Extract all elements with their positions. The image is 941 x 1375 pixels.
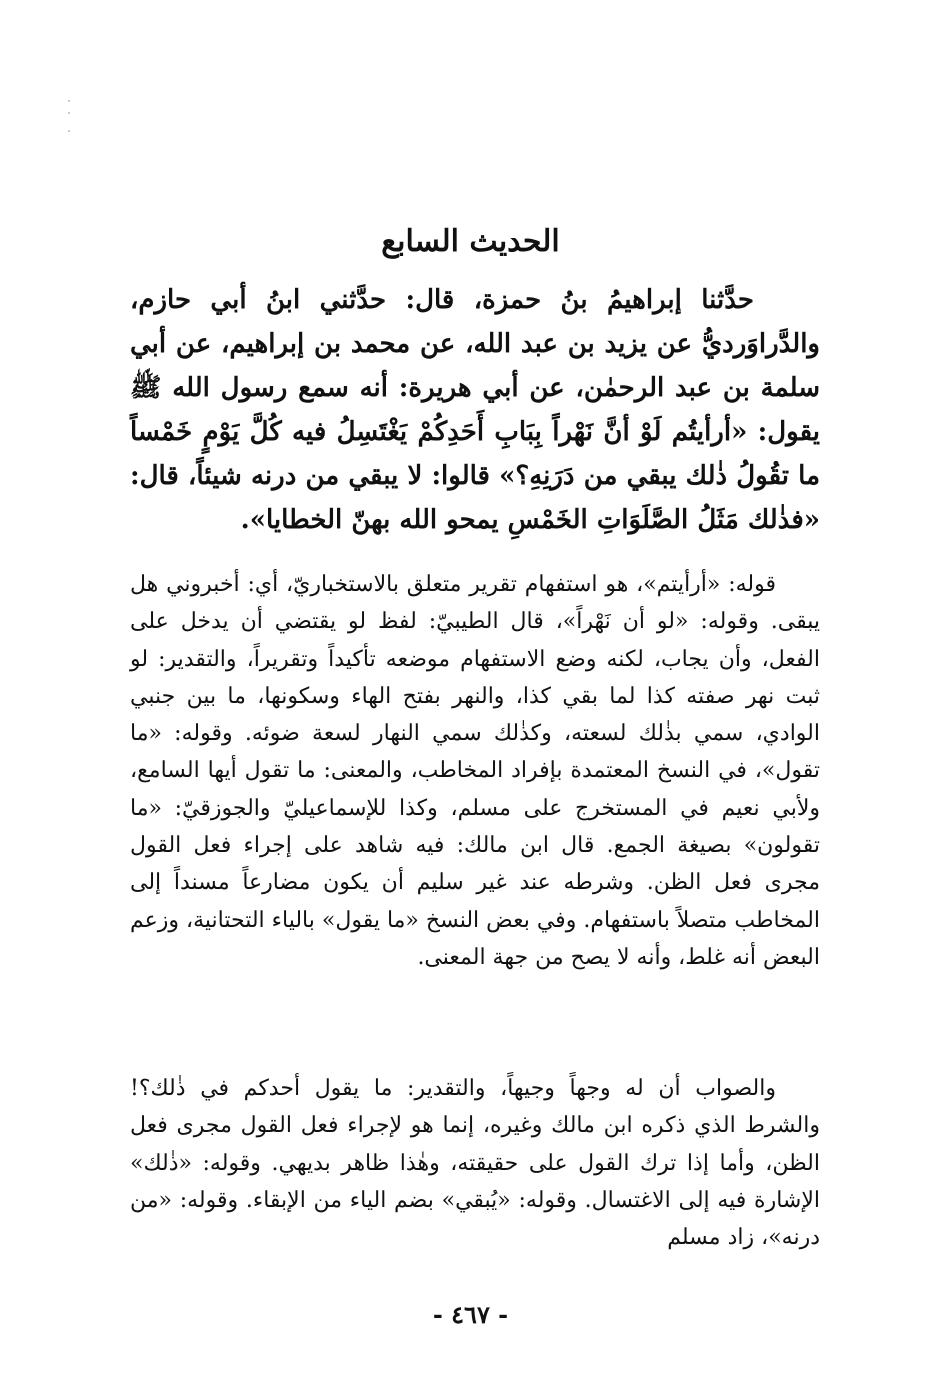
commentary-paragraph-1: قوله: «أرأيتم»، هو استفهام تقرير متعلق بالاستخباريّ، أي: أخبروني هل يبقى. وقوله: «لو أن نَهْراً»، قال الطيبيّ: لفظ لو يقتضي أن يدخل على الفعل، وأن يجاب، لكنه وضع الاستفهام موضعه تأكيداً وتقريراً، والتقدير: لو ثبت نهر صفته كذا لما بقي كذا، والنهر بفتح الهاء وسكونها، ما بين جنبي الوادي، سمي بذٰلك لسعته، وكذٰلك سمي النهار لسعة ضوئه. وقوله: «ما تقول»، في النسخ المعتمدة بإفراد المخاطب، والمعنى: ما تقول أيها السامع، ولأبي نعيم في المستخرج على مسلم، وكذا للإسماعيليّ والجوزقيّ: «ما تقولون» بصيغة الجمع. قال ابن مالك: فيه شاهد على إجراء فعل القول مجرى فعل الظن. وشرطه عند غير سليم أن يكون مضارعاً مسنداً إلى المخاطب متصلاً باستفهام. وفي بعض النسخ «ما يقول» بالياء التحتانية، وزعم البعض أنه غلط، وأنه لا يصح من جهة المعنى.	[130, 572, 820, 970]
hadith-text: حدَّثنا إبراهيمُ بنُ حمزة، قال: حدَّثني ابنُ أبي حازم، والدَّراوَرديُّ عن يزيد بن عبد الله، عن محمد بن إبراهيم، عن أبي سلمة بن عبد الرحمٰن، عن أبي هريرة: أنه سمع رسول الله ﷺ يقول: «أرأيتُم لَوْ أنَّ نَهْراً بِبَابِ أَحَدِكُمْ يَغْتَسِلُ فيه كُلَّ يَوْمٍ خَمْساً ما تقُولُ ذٰلك يبقي من دَرَنِهِ؟» قالوا: لا يبقي من درنه شيئاً، قال: «فذٰلك مَثَلُ الصَّلَوَاتِ الخَمْسِ يمحو الله بهنّ الخطايا».	[130, 285, 820, 535]
chapter-title: الحديث السابع	[381, 224, 560, 259]
scan-speck	[68, 112, 70, 114]
scan-speck	[68, 130, 70, 132]
page-number: - ٤٦٧ -	[432, 1300, 509, 1329]
commentary-paragraph-2: والصواب أن له وجهاً وجيهاً، والتقدير: ما يقول أحدكم في ذٰلك؟! والشرط الذي ذكره ابن مالك وغيره، إنما هو لإجراء فعل القول مجرى فعل الظن، وأما إذا ترك القول على حقيقته، وهٰذا ظاهر بديهي. وقوله: «ذٰلك» الإشارة فيه إلى الاغتسال. وقوله: «يُبقي» بضم الياء من الإبقاء. وقوله: «من درنه»، زاد مسلم	[130, 1076, 820, 1251]
scan-speck	[68, 100, 70, 102]
